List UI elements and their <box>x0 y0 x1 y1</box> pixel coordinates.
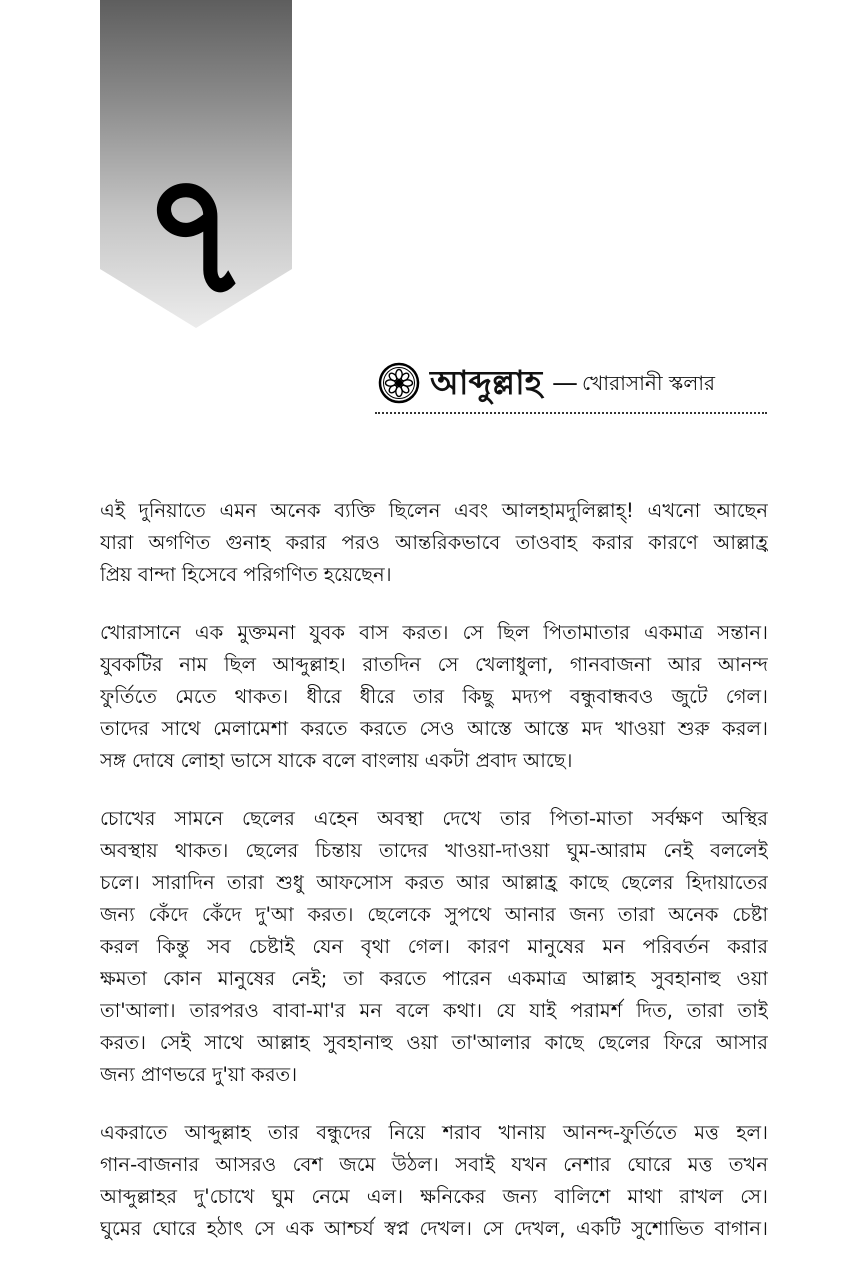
text-line: করল কিন্তু সব চেষ্টাই যেন বৃথা গেল। কারণ মানুষের মন পরিবর্তন করার <box>100 935 768 958</box>
chapter-title-row <box>378 358 768 408</box>
paragraph-3 <box>100 803 768 1091</box>
text-line: তাদের সাথে মেলামেশা করতে করতে সেও আস্তে আস্তে মদ খাওয়া শুরু করল। <box>100 717 768 740</box>
text-line: অবস্থায় থাকত। ছেলের চিন্তায় তাদের খাওয়া-দাওয়া ঘুম-আরাম নেই বললেই <box>100 839 768 862</box>
mandala-ornament-icon <box>378 362 420 404</box>
text-line: এই দুনিয়াতে এমন অনেক ব্যক্তি ছিলেন এবং আলহামদুলিল্লাহ্! এখনো আছেন <box>100 499 768 522</box>
text-line: যারা অগণিত গুনাহ করার পরও আন্তরিকভাবে তাওবাহ করার কারণে আল্লাহ্র <box>100 531 768 554</box>
paragraph-1 <box>100 495 768 591</box>
text-line: ফুর্তিতে মেতে থাকত। ধীরে ধীরে তার কিছু মদ্যপ বন্ধুবান্ধবও জুটে গেল। <box>100 685 768 708</box>
title-dash: — <box>552 368 579 398</box>
text-line: ক্ষমতা কোন মানুষের নেই; তা করতে পারেন একমাত্র আল্লাহ সুবহানাহু ওয়া <box>100 967 768 990</box>
text-line: একরাতে আব্দুল্লাহ তার বন্ধুদের নিয়ে শরাব খানায় আনন্দ-ফুর্তিতে মত্ত হল। <box>100 1121 768 1144</box>
text-line: সঙ্গ দোষে লোহা ভাসে যাকে বলে বাংলায় একটা প্রবাদ আছে। <box>100 749 573 772</box>
text-line: প্রিয় বান্দা হিসেবে পরিগণিত হয়েছেন। <box>100 563 392 586</box>
body-text <box>100 495 768 1271</box>
chapter-number: ৭ <box>140 136 252 334</box>
text-line: তা'আলা। তারপরও বাবা-মা'র মন বলে কথা। যে যাই পরামর্শ দিত, তারা তাই <box>100 999 768 1022</box>
chapter-title: আব্দুল্লাহ <box>430 363 543 402</box>
paragraph-4 <box>100 1117 768 1245</box>
paragraph-2 <box>100 617 768 777</box>
text-line: যুবকটির নাম ছিল আব্দুল্লাহ। রাতদিন সে খেলাধুলা, গানবাজনা আর আনন্দ <box>100 653 768 676</box>
text-line: খোরাসানে এক মুক্তমনা যুবক বাস করত। সে ছিল পিতামাতার একমাত্র সন্তান। <box>100 621 768 644</box>
title-dotted-rule <box>375 412 767 414</box>
text-line: আব্দুল্লাহর দু'চোখে ঘুম নেমে এল। ক্ষনিকের জন্য বালিশে মাথা রাখল সে। <box>100 1185 768 1208</box>
text-line: চোখের সামনে ছেলের এহেন অবস্থা দেখে তার পিতা-মাতা সর্বক্ষণ অস্থির <box>100 807 768 830</box>
text-line: গান-বাজনার আসরও বেশ জমে উঠল। সবাই যখন নেশার ঘোরে মত্ত তখন <box>100 1153 768 1176</box>
text-line: চলে। সারাদিন তারা শুধু আফসোস করত আর আল্লাহ্র কাছে ছেলের হিদায়াতের <box>100 871 768 894</box>
text-line: ঘুমের ঘোরে হঠাৎ সে এক আশ্চর্য স্বপ্ন দেখল। সে দেখল, একটি সুশোভিত বাগান। <box>100 1217 768 1240</box>
text-line: জন্য প্রাণভরে দু'য়া করত। <box>100 1063 298 1086</box>
text-line: জন্য কেঁদে কেঁদে দু'আ করত। ছেলেকে সুপথে আনার জন্য তারা অনেক চেষ্টা <box>100 903 768 926</box>
chapter-subtitle: খোরাসানী স্কলার <box>582 371 716 395</box>
text-line: করত। সেই সাথে আল্লাহ সুবহানাহু ওয়া তা'আলার কাছে ছেলের ফিরে আসার <box>100 1031 768 1054</box>
